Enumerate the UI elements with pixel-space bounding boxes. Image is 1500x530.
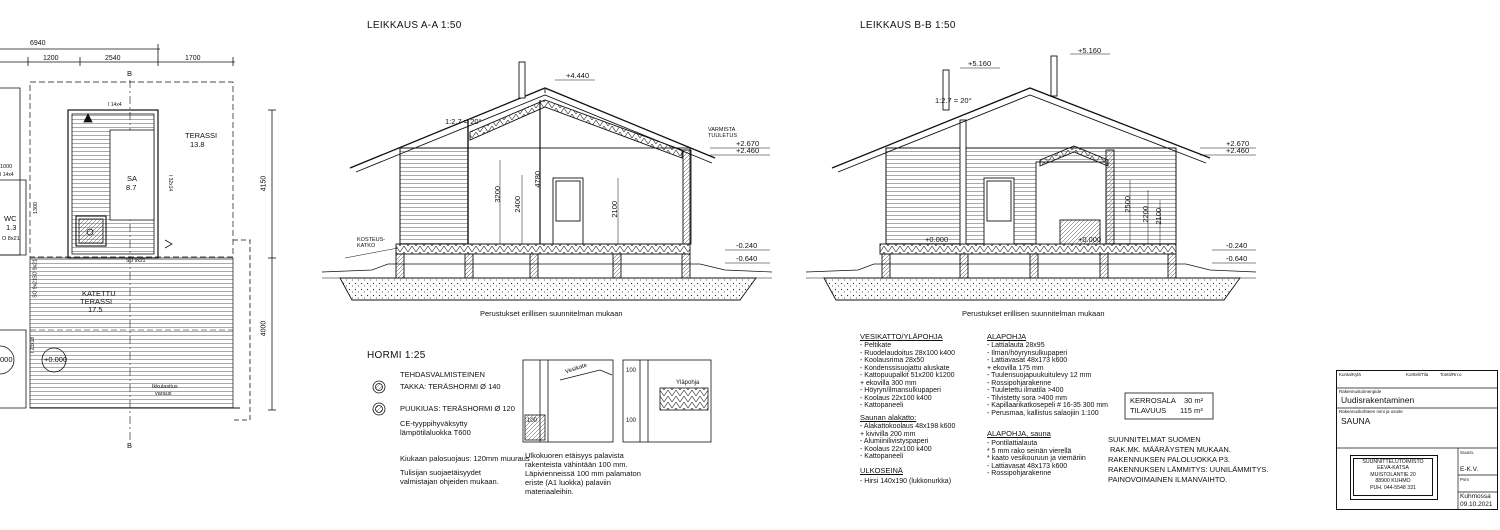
plan-dim-1: 1200 [43,55,59,62]
stamp-line: PUH. 044-5548 331 [1370,484,1416,491]
room-wc-area: 1.3 [6,223,17,232]
alapohja-item: - Tilvistetty sora >400 mm [987,394,1067,402]
room-terassi-area: 13.8 [190,140,205,149]
tb-pvm-label: Pvm [1460,477,1469,482]
plan-small-8: I 32x14 [167,174,174,192]
note-1: SUUNNITELMAT SUOMEN [1108,435,1201,444]
room-terassi: TERASSI [185,131,218,140]
aa-level-5: -0.640 [736,254,758,263]
tb-rakennus-label: Rakennustoimenpide [1339,389,1382,394]
plan-dim-right-2: 4000 [260,320,268,337]
section-aa [322,62,772,300]
bb-dim-3: 2100 [1154,207,1164,225]
alapohja-item: - Rossipohjarakenne [987,379,1052,387]
plan-small-2: I 14x4 [0,172,14,178]
alapohja-sauna-item: - Pontilattialauta [987,440,1038,447]
hormi-takka: TAKKA: TERÄSHORMI Ø 140 [400,382,501,391]
sauna-alakatto-item: - Koolaus 22x100 k400 [860,445,932,453]
alapohja-item: - Tuuletettu ilmatila >400 [987,387,1064,394]
bb-level-4: +2.460 [1226,146,1250,155]
aa-dim-2: 2400 [513,195,523,213]
section-mark-b-bottom: B [127,441,133,450]
title-section-aa: LEIKKAUS A-A 1:50 [367,20,462,31]
aa-level-2: +2.670 [736,139,760,148]
vesikatto-list [860,342,955,410]
detail-label-5: Yläpohja [676,380,700,386]
tb-head-1: Kunta/Kylä [1339,372,1361,377]
hormi-tulisijan-2: valmistajan ohjeiden mukaan. [400,477,499,486]
alapohja-sauna-item: - Lattiavasat 48x173 k600 [987,462,1068,470]
plan-small-6: SO 9x21 [32,259,39,279]
aa-foundation: Perustukset erillisen suunnitelman mukaan [480,309,623,318]
plan-small-1: 1000 [0,164,13,170]
ulkokuori-5: materiaaleihin. [525,487,574,496]
plan-dim-2: 2540 [105,55,121,62]
hormi-puukiuas: PUUKIUAS: TERÄSHORMI Ø 120 [400,404,515,413]
plan-small-7: SO 9x21 [32,278,39,298]
plan-glazing-1: Ikkulasitus [152,384,178,390]
ulkoseina-list [860,478,951,486]
title-hormi: HORMI 1:25 [367,350,426,361]
tb-head-2: Kortteli/Tila [1406,372,1429,377]
hormi-kiukaan: Kiukaan palosuojaus: 120mm muuraus [400,454,530,463]
aa-level-3: +2.460 [736,146,760,155]
vesikatto-item: - Koolausrima 28x50 [860,357,925,364]
bb-level-6: +0.000 [1078,235,1102,244]
alapohja-title: ALAPOHJA [987,332,1027,341]
plan-dim-total: 6940 [30,40,46,47]
detail-label-4: 100 [626,418,637,424]
hormi-ce-2: lämpötilaluokka T600 [400,428,471,437]
alapohja-item: + ekovilla 175 mm [987,364,1044,372]
alapohja-item: - Lattialauta 28x95 [987,342,1045,349]
room-katettu-area: 17.5 [88,305,103,314]
hormi-ce-1: CE-tyyppihyväksytty [400,419,468,428]
sauna-alakatto-title: Saunan alakatto: [860,413,917,422]
aa-varmista-2: TUULETUS [708,133,738,139]
detail-label-1: 100 [527,418,538,424]
room-katettu-2: TERASSI [80,297,113,306]
bb-level-7: -0.240 [1226,241,1248,250]
note-5: PAINOVOIMAINEN ILMANVAIHTO. [1108,475,1228,484]
aa-level-1: +4.440 [566,71,590,80]
stamp-line: MUISTOLANTIE 20 [1370,471,1416,478]
tb-piirustus: SAUNA [1341,416,1371,426]
room-wc: WC [4,214,17,223]
aa-varmista-1: VARMISTA [708,127,736,133]
plan-small-4: O 8x21 [2,236,20,242]
ulkoseina-item: - Hirsi 140x190 (lukkonurkka) [860,478,952,485]
vesikatto-item: - Kattopaneeli [860,402,904,409]
note-2: RAK.MK. MÄÄRÄYSTEN MUKAAN. [1110,445,1231,454]
alapohja-item: - Kapillaarikatkosepeli # 16-35 300 mm [987,402,1109,409]
ulkokuori-3: Läpivienneissä 100 mm palamaton [525,469,641,478]
sauna-alakatto-item: - Kattopaneeli [860,453,904,460]
stamp-line: 88900 KUHMO [1375,478,1411,485]
bb-level-3: +2.670 [1226,139,1250,148]
vesikatto-item: - Peltikate [860,342,892,349]
bb-level-2: +5.160 [1078,46,1102,55]
bb-level-1: +5.160 [968,59,992,68]
bb-foundation: Perustukset erillisen suunnitelman mukaan [962,309,1105,318]
bb-slope: 1:2.7 = 20° [935,96,972,105]
detail-label-2: Vesikate [564,362,589,376]
window-label: I 14x4 [108,102,122,108]
designer-stamp-inner [1353,458,1433,496]
aa-slope: 1:2.7 = 20° [445,117,482,126]
alapohja-sauna-list [987,440,1086,478]
floor-plan [0,44,276,440]
room-sa: SA [127,174,138,183]
vesikatto-item: - Koolaus 22x100 k400 [860,394,932,402]
alapohja-sauna-title: ALAPOHJA, sauna [987,429,1051,438]
alapohja-item: - Perusmaa, kallistus salaojiin 1:100 [987,409,1099,417]
tb-suunnittelija: E-K.V. [1460,466,1479,473]
alapohja-item: - Ilman/höyrynsulkupaperi [987,349,1068,357]
aa-kosteus-2: KATKO [357,243,376,249]
section-bb [806,54,1256,300]
tb-paikka: Kuhmossa [1460,493,1491,500]
vesikatto-item: - Höyryn/ilmansulkupaperi [860,387,941,394]
bb-dim-1: 2500 [1123,195,1133,213]
vesikatto-item: - Kattopuupalkit 51x200 k1200 [860,372,955,379]
room-katettu: KATETTU [82,289,116,298]
tb-rakennus: Uudisrakentaminen [1341,395,1415,405]
sauna-alakatto-list [860,423,955,461]
vesikatto-title: VESIKATTO/YLÄPOHJA [860,332,943,341]
plan-small-9: I 23x18 [30,336,37,354]
vesikatto-item: - Kondenssisuojattu aluskate [860,364,950,372]
room-sa-area: 8.7 [126,183,137,192]
ulkokuori-1: Ulkokuoren etäisyys palavista [525,451,624,460]
plan-dim-3: 1700 [185,55,201,62]
aa-kosteus-1: KOSTEUS- [357,237,386,243]
plan-glazing-2: varaus [155,391,172,397]
stamp-line: SUUNNITTELUTOIMISTO [1362,459,1424,465]
section-mark-b-top: B [127,69,133,78]
ulkokuori-2: rakenteista vähintään 100 mm. [525,460,628,469]
tb-piirustus-label: Rakennuskohteen nimi ja osoite [1339,409,1403,414]
aa-level-4: -0.240 [736,241,758,250]
ulkokuori-4: eriste (A1 luokka) palaviin [525,478,611,487]
sauna-alakatto-item: - Alakattokoolaus 48x198 k600 [860,423,956,430]
vesikatto-item: + ekovilla 300 mm [860,379,917,387]
ulkoseina-title: ULKOSEINÄ [860,466,903,475]
plan-small-3: 1300 [33,201,40,215]
title-section-bb: LEIKKAUS B-B 1:50 [860,20,956,31]
vesikatto-item: - Ruodelaudoitus 28x100 k400 [860,349,955,357]
aa-dim-1: 3200 [493,185,503,203]
kerrosala-value: 30 m² [1184,396,1204,405]
aa-dim-3: 4780 [533,170,543,188]
tb-pvm: 09.10.2021 [1460,501,1493,508]
note-4: RAKENNUKSEN LÄMMITYS: UUNILÄMMITYS. [1108,465,1269,474]
detail-label-3: 100 [626,368,637,374]
hormi-tulisijan-1: Tulisijan suojaetäisyydet [400,468,482,477]
tilavuus-label: TILAVUUS [1130,406,1167,415]
alapohja-sauna-item: * kaato vesikouruun ja viemäriin [987,455,1086,462]
sauna-alakatto-item: - Alumiinilivistyspaperi [860,438,929,445]
plan-level: +0.000 [44,355,68,364]
stamp-line: EEVA-KATSA [1377,465,1409,472]
aa-dim-4: 2100 [610,200,620,218]
plan-level-2: 000 [0,355,13,364]
alapohja-item: - Tuulensuojapuukuitulevy 12 mm [987,372,1092,379]
bb-level-5: +0.000 [925,235,949,244]
alapohja-list [987,342,1108,417]
bb-level-8: -0.640 [1226,254,1248,263]
tb-tunnus-label: Suunn. [1460,450,1475,455]
kerrosala-label: KERROSALA [1130,396,1176,405]
hormi-tehdas: TEHDASVALMISTEINEN [400,370,485,379]
alapohja-sauna-item: * 5 mm rako seinän vierellä [987,447,1072,455]
alapohja-sauna-item: - Rossipohjarakenne [987,470,1052,477]
alapohja-item: - Lattiavasat 48x173 k600 [987,357,1068,364]
bb-dim-2: 2200 [1141,205,1151,223]
plan-dim-right-1: 4150 [260,175,268,192]
tilavuus-value: 115 m³ [1180,406,1203,415]
tb-head-3: Tontti/Rn:o [1440,372,1462,377]
plan-small-5: SO 9x21 [126,258,146,264]
note-3: RAKENNUKSEN PALOLUOKKA P3. [1108,455,1230,464]
sauna-alakatto-item: + kivivilla 200 mm [860,430,916,438]
